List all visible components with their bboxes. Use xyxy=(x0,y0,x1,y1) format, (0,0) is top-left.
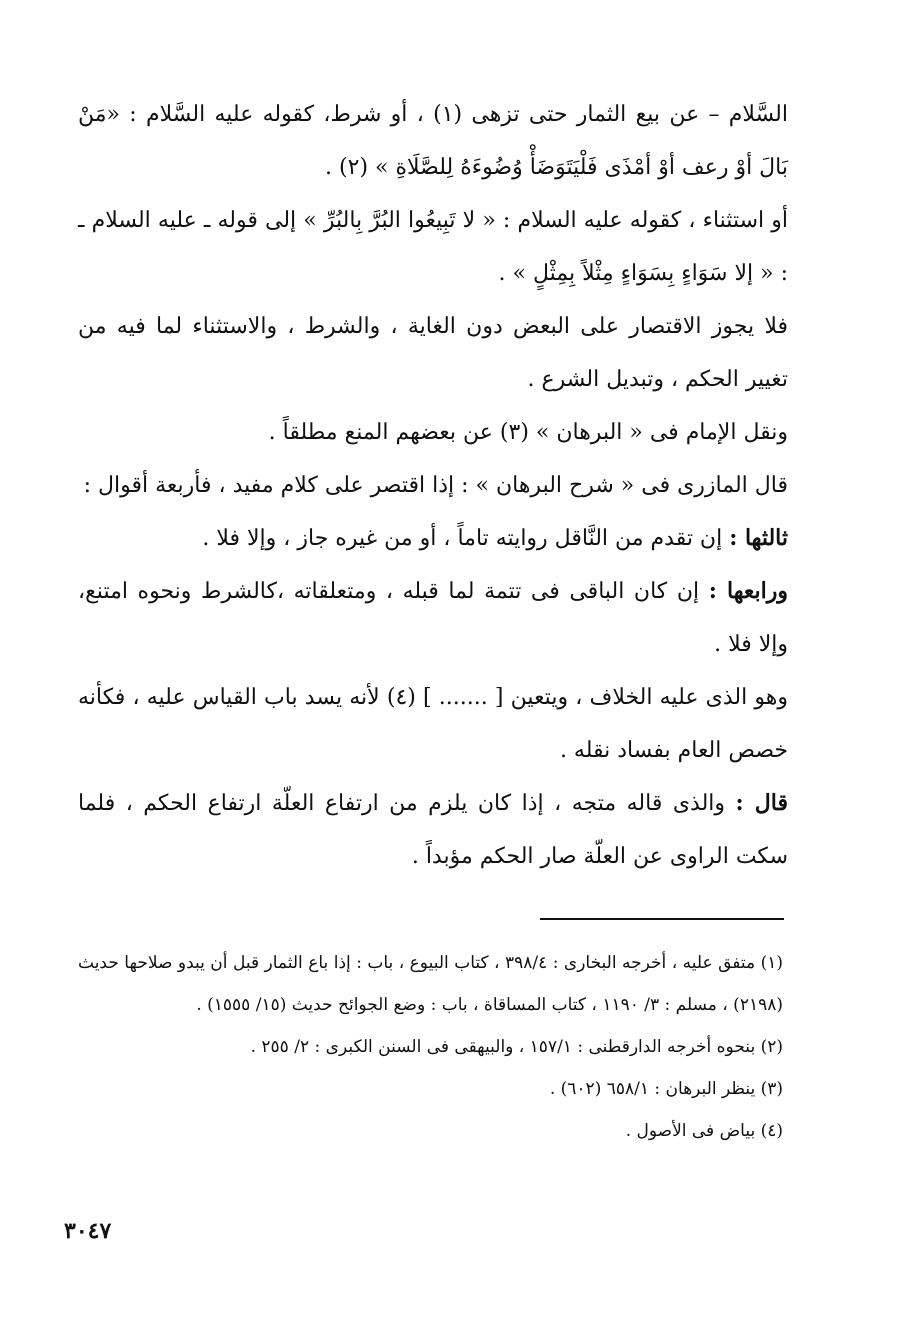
paragraph-7-text: إن كان الباقى فى تتمة لما قبله ، ومتعلقاته ،كالشرط ونحوه امتنع، وإلا فلا . xyxy=(78,579,788,657)
footnote-3: (٣) ينظر البرهان : ٦٥٨/١ (٦٠٢) . xyxy=(549,1079,783,1099)
paragraph-8: وهو الذى عليه الخلاف ، ويتعين [ ....... ] (٤) لأنه يسد باب القياس عليه ، فكأنه خصص العام بفساد نقله . xyxy=(78,685,788,763)
paragraph-7 xyxy=(78,565,788,671)
footnote-2: (٢) بنحوه أخرجه الدارقطنى : ١٥٧/١ ، والبيهقى فى السنن الكبرى : ٢/ ٢٥٥ . xyxy=(250,1037,783,1057)
paragraph-9-text: والذى قاله متجه ، إذا كان يلزم من ارتفاع العلّة ارتفاع الحكم ، فلما سكت الراوى عن العلّة صار الحكم مؤبداً . xyxy=(78,791,788,869)
footnote-4: (٤) بياض فى الأصول . xyxy=(625,1121,783,1141)
footnote-1: (١) متفق عليه ، أخرجه البخارى : ٣٩٨/٤ ، كتاب البيوع ، باب : إذا باع الثمار قبل أن يبدو صلاحها حديث (٢١٩٨) ، مسلم : ٣/ ١١٩٠ ، كتاب المساقاة ، باب : وضع الجوائح حديث (١٥/ ١٥٥٥) . xyxy=(78,953,783,1015)
paragraph-3: فلا يجوز الاقتصار على البعض دون الغاية ، والشرط ، والاستثناء لما فيه من تغيير الحكم ، وتبديل الشرع . xyxy=(78,314,788,392)
paragraph-7-lead: ورابعها : xyxy=(708,578,788,604)
paragraph-9 xyxy=(78,777,788,883)
paragraph-2: أو استثناء ، كقوله عليه السلام : « لا تَبِيعُوا البُرَّ بِالبُرِّ » إلى قوله ـ عليه السلام ـ : « إلا سَوَاءٍ بِسَوَاءٍ مِثْلاً بِمِثْلٍ » . xyxy=(78,208,788,286)
paragraph-6-text: إن تقدم من النَّاقل روايته تاماً ، أو من غيره جاز ، وإلا فلا . xyxy=(202,526,730,551)
paragraph-5: قال المازرى فى « شرح البرهان » : إذا اقتصر على كلام مفيد ، فأربعة أقوال : xyxy=(83,473,788,498)
main-text xyxy=(78,88,788,883)
paragraph-9-lead: قال : xyxy=(735,790,788,816)
paragraph-6 xyxy=(78,512,788,565)
page-number: ٣٠٤٧ xyxy=(64,1218,112,1244)
paragraph-1: السَّلام – عن بيع الثمار حتى تزهى (١) ، أو شرط، كقوله عليه السَّلام : «مَنْ بَالَ أوْ رعف أوْ أمْذَى فَلْيَتَوَضَأْ وُضُوءَهُ لِلصَّلَاةِ » (٢) . xyxy=(78,102,788,180)
paragraph-4: ونقل الإمام فى « البرهان » (٣) عن بعضهم المنع مطلقاً . xyxy=(268,420,788,445)
paragraph-6-lead: ثالثها : xyxy=(729,525,788,551)
footnotes xyxy=(78,942,783,1152)
footnote-separator xyxy=(540,918,784,920)
